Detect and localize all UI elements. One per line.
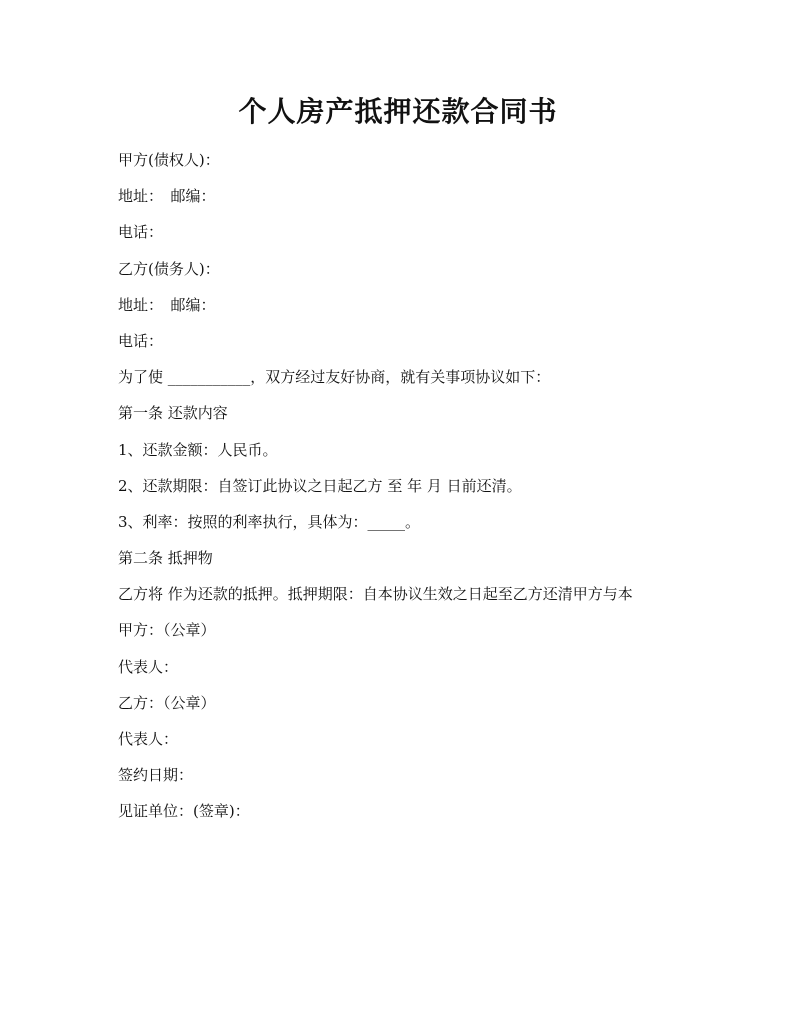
creditor-address-line: 地址： 邮编： bbox=[118, 187, 216, 206]
debtor-phone-line: 电话： bbox=[118, 331, 164, 350]
collateral-clause: 乙方将 作为还款的抵押。抵押期限：自本协议生效之日起至乙方还清甲方与本 bbox=[118, 585, 633, 604]
debtor-label: 乙方(债务人)： bbox=[118, 259, 220, 278]
document-body bbox=[118, 150, 738, 838]
article-1-heading: 第一条 还款内容 bbox=[118, 404, 228, 423]
document-title: 个人房产抵押还款合同书 bbox=[238, 95, 558, 128]
interest-rate-clause: 3、利率：按照的利率执行，具体为：_____。 bbox=[118, 512, 421, 531]
party-b-representative-line: 代表人： bbox=[118, 730, 179, 748]
article-2-heading: 第二条 抵押物 bbox=[118, 549, 213, 568]
signing-date-line: 签约日期： bbox=[118, 766, 194, 785]
creditor-phone-line: 电话： bbox=[118, 223, 164, 242]
repayment-amount-clause: 1、还款金额：人民币。 bbox=[118, 440, 278, 459]
party-a-seal-line: 甲方：（公章） bbox=[118, 621, 216, 640]
repayment-term-clause: 2、还款期限：自签订此协议之日起乙方 至 年 月 日前还清。 bbox=[118, 476, 522, 495]
party-b-seal-line: 乙方：（公章） bbox=[118, 693, 216, 712]
preamble-paragraph: 为了使 ___________，双方经过友好协商，就有关事项协议如下： bbox=[118, 368, 551, 387]
witness-unit-line: 见证单位：(签章)： bbox=[118, 802, 250, 821]
debtor-address-line: 地址： 邮编： bbox=[118, 295, 216, 314]
party-a-representative-line: 代表人： bbox=[118, 657, 179, 676]
creditor-label: 甲方(债权人)： bbox=[118, 151, 220, 169]
